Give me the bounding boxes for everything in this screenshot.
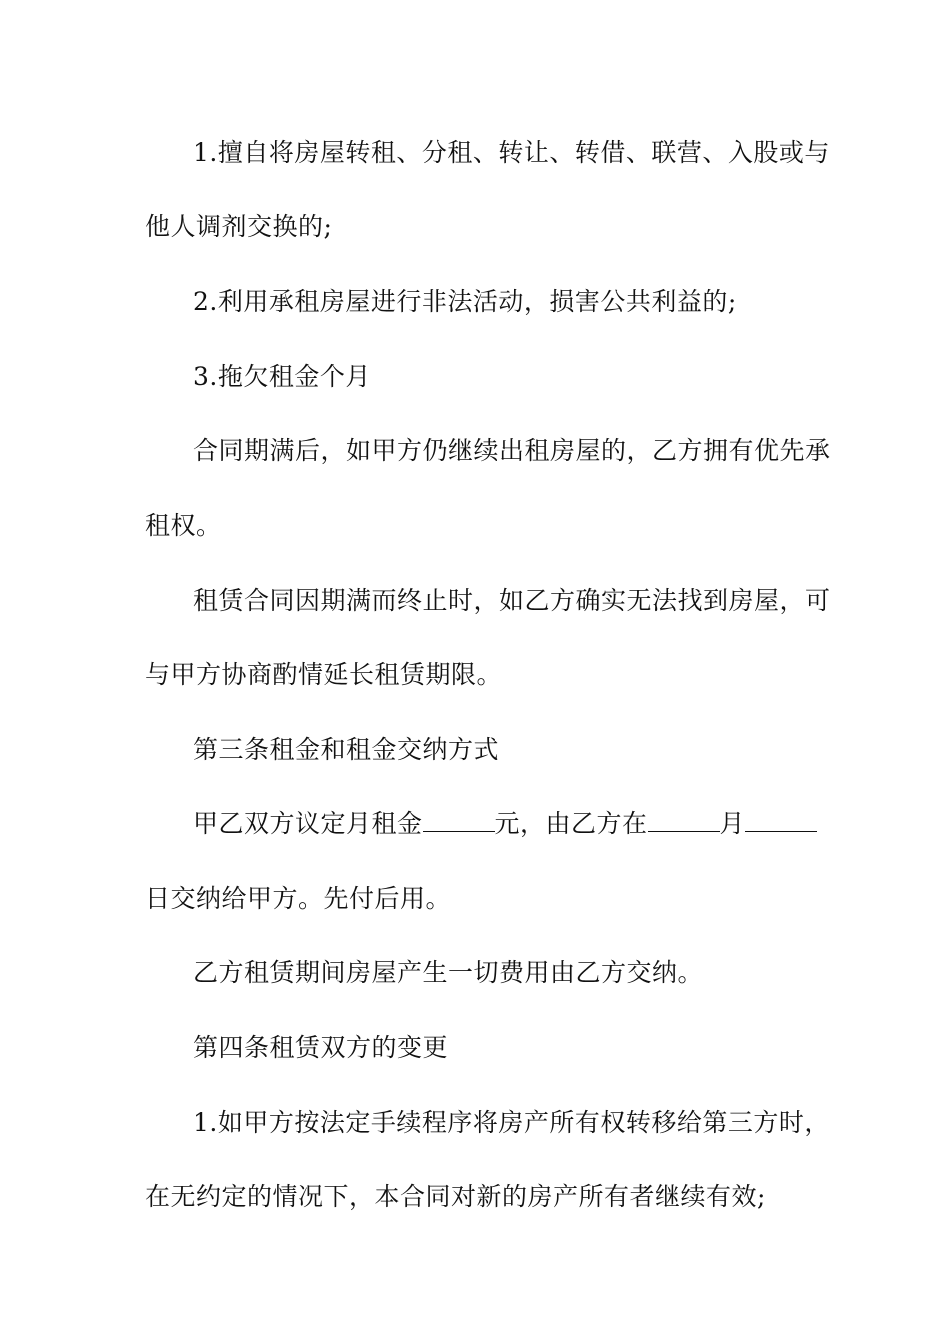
paragraph-priority-renewal-cont: 租权。 (145, 511, 222, 540)
paragraph-lease-extension-cont: 与甲方协商酌情延长租赁期限。 (145, 660, 503, 689)
month-blank (648, 809, 720, 832)
paragraph-priority-renewal: 合同期满后，如甲方仍继续出租房屋的，乙方拥有优先承 (193, 436, 831, 465)
day-blank (745, 809, 817, 832)
rent-text-3: 月 (719, 809, 746, 838)
rent-text-2: 元，由乙方在 (494, 809, 648, 838)
clause-rent-arrears: 3.拖欠租金个月 (193, 362, 371, 391)
paragraph-fees: 乙方租赁期间房屋产生一切费用由乙方交纳。 (193, 958, 704, 987)
clause-transfer-sublet: 1.擅自将房屋转租、分租、转让、转借、联营、入股或与 (193, 138, 830, 167)
clause-ownership-transfer: 1.如甲方按法定手续程序将房产所有权转移给第三方时， (193, 1108, 830, 1137)
paragraph-rent-amount (193, 809, 810, 839)
clause-ownership-transfer-cont: 在无约定的情况下，本合同对新的房产所有者继续有效; (145, 1182, 766, 1211)
section-heading-article-4: 第四条租赁双方的变更 (193, 1033, 449, 1062)
clause-transfer-sublet-cont: 他人调剂交换的; (145, 212, 333, 241)
rent-amount-blank (423, 809, 495, 832)
section-heading-article-3: 第三条租金和租金交纳方式 (193, 735, 500, 764)
paragraph-lease-extension: 租赁合同因期满而终止时，如乙方确实无法找到房屋，可 (193, 586, 831, 615)
paragraph-rent-amount-cont: 日交纳给甲方。先付后用。 (145, 884, 452, 913)
rent-text-1: 甲乙双方议定月租金 (193, 809, 423, 838)
clause-illegal-activity: 2.利用承租房屋进行非法活动，损害公共利益的; (193, 287, 737, 316)
